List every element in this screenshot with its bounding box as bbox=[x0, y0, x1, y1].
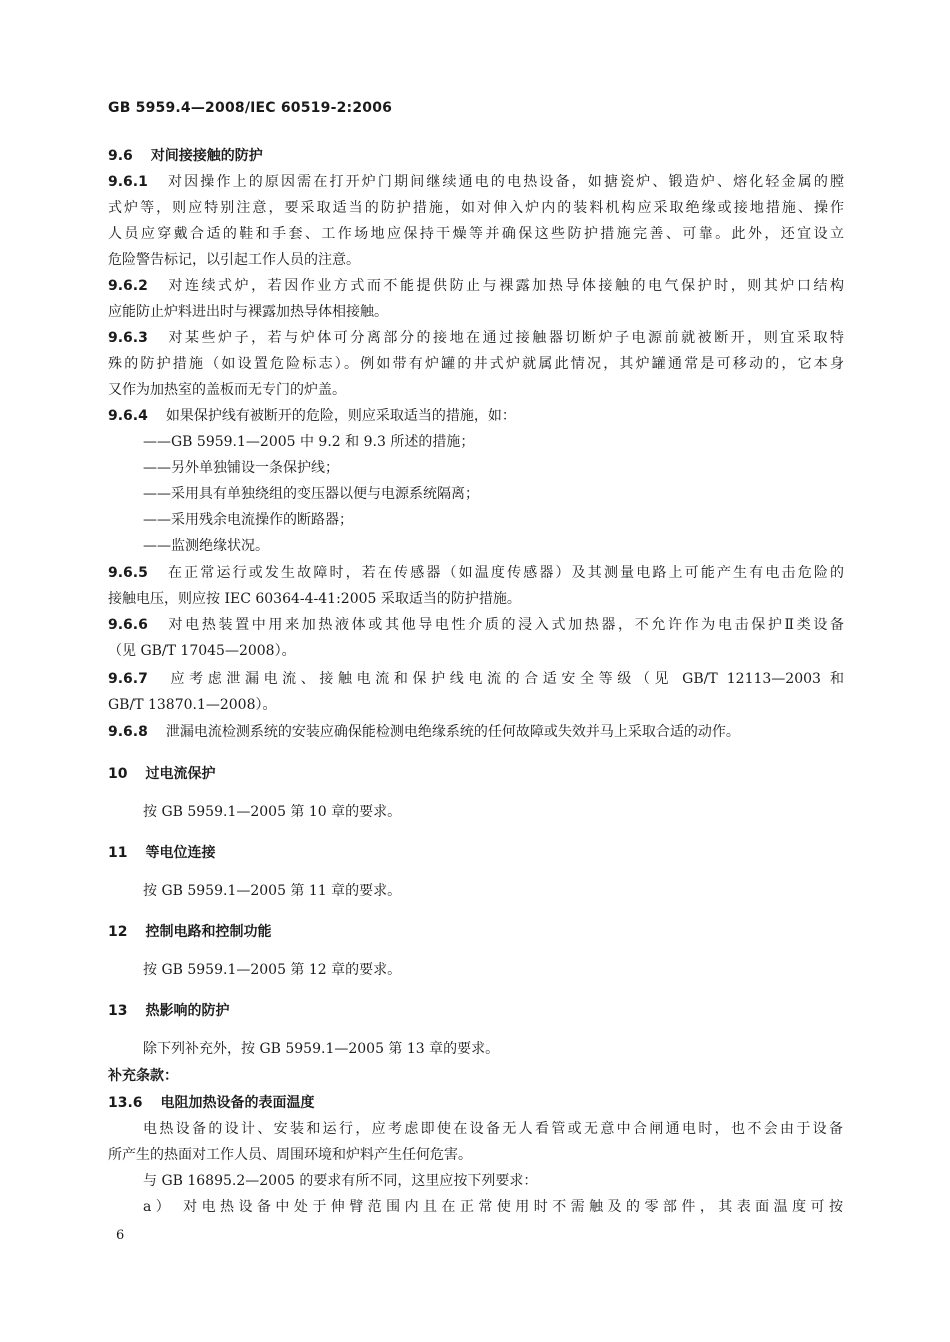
clause-9-6-2-line-1 bbox=[108, 276, 844, 296]
section-13-text: 除下列补充外，按 GB 5959.1—2005 第 13 章的要求。 bbox=[143, 1041, 500, 1057]
clause-9-6-8-line-1 bbox=[108, 722, 844, 742]
clause-9-6-1-line-3: 人员应穿戴合适的鞋和手套、工作场地应保持干燥等并确保这些防护措施完善、可靠。此外，还宜设立 bbox=[108, 226, 844, 242]
clause-number: 9.6.8 bbox=[108, 724, 148, 740]
clause-9-6-7-line-1 bbox=[108, 669, 844, 689]
clause-9-6-7-line-2: GB/T 13870.1—2008）。 bbox=[108, 697, 277, 713]
section-12-text: 按 GB 5959.1—2005 第 12 章的要求。 bbox=[143, 962, 402, 978]
clause-number: 9.6.1 bbox=[108, 174, 148, 190]
clause-9-6-1-line-1 bbox=[108, 172, 844, 192]
clause-number: 9.6.2 bbox=[108, 278, 148, 294]
section-10-text: 按 GB 5959.1—2005 第 10 章的要求。 bbox=[143, 804, 402, 820]
clause-number: 9.6.6 bbox=[108, 617, 148, 633]
section-heading-12 bbox=[108, 922, 844, 942]
clause-number: 9.6.3 bbox=[108, 330, 148, 346]
list-item: ——监测绝缘状况。 bbox=[143, 538, 269, 554]
clause-text: 泄漏电流检测系统的安装应确保能检测电绝缘系统的任何故障或失效并马上采取合适的动作。 bbox=[165, 724, 740, 740]
page-number: 6 bbox=[116, 1228, 125, 1243]
clause-9-6-4-lead bbox=[108, 406, 844, 426]
clause-number: 9.6.7 bbox=[108, 671, 148, 687]
section-11-text: 按 GB 5959.1—2005 第 11 章的要求。 bbox=[143, 883, 402, 899]
section-heading-13-6 bbox=[108, 1093, 844, 1113]
clause-text: 对某些炉子，若与炉体可分离部分的接地在通过接触器切断炉子电源前就被断开，则宜采取特 bbox=[165, 330, 844, 346]
section-heading-9-6 bbox=[108, 146, 844, 166]
list-item: ——另外单独铺设一条保护线； bbox=[143, 460, 339, 476]
section-title: 电阻加热设备的表面温度 bbox=[160, 1095, 315, 1111]
clause-9-6-6-line-1 bbox=[108, 615, 844, 635]
section-number: 12 bbox=[108, 924, 128, 940]
clause-number: 9.6.5 bbox=[108, 565, 148, 581]
section-heading-13 bbox=[108, 1001, 844, 1021]
page-header-standard-number: GB 5959.4—2008/IEC 60519-2:2006 bbox=[108, 100, 393, 116]
clause-text: 应考虑泄漏电流、接触电流和保护线电流的合适安全等级（见 GB/T 12113—2003 和 bbox=[165, 671, 844, 687]
section-title: 过电流保护 bbox=[145, 766, 216, 782]
clause-9-6-3-line-3: 又作为加热室的盖板而无专门的炉盖。 bbox=[108, 382, 346, 398]
clause-9-6-6-line-2: （见 GB/T 17045—2008）。 bbox=[108, 643, 296, 659]
clause-text: 对电热装置中用来加热液体或其他导电性介质的浸入式加热器，不允许作为电击保护Ⅱ类设备 bbox=[165, 617, 844, 633]
supplement-label: 补充条款： bbox=[108, 1068, 178, 1084]
section-number: 9.6 bbox=[108, 148, 133, 164]
section-heading-10 bbox=[108, 764, 844, 784]
section-title: 对间接接触的防护 bbox=[150, 148, 263, 164]
section-number: 11 bbox=[108, 845, 128, 861]
clause-13-6-item-a: a） 对电热设备中处于伸臂范围内且在正常使用时不需触及的零部件，其表面温度可按 bbox=[143, 1199, 843, 1215]
clause-number: 9.6.4 bbox=[108, 408, 148, 424]
clause-text: 对连续式炉，若因作业方式而不能提供防止与裸露加热导体接触的电气保护时，则其炉口结构 bbox=[165, 278, 844, 294]
clause-9-6-1-line-2: 式炉等，则应特别注意，要采取适当的防护措施，如对伸入炉内的装料机构应采取绝缘或接地措施、操作 bbox=[108, 200, 844, 216]
clause-9-6-5-line-1 bbox=[108, 563, 844, 583]
section-number: 13 bbox=[108, 1003, 128, 1019]
clause-9-6-5-line-2: 接触电压，则应按 IEC 60364-4-41:2005 采取适当的防护措施。 bbox=[108, 591, 521, 607]
list-item: ——GB 5959.1—2005 中 9.2 和 9.3 所述的措施； bbox=[143, 434, 475, 450]
clause-13-6-line-1: 电热设备的设计、安装和运行，应考虑即使在设备无人看管或无意中合闸通电时，也不会由于设备 bbox=[143, 1121, 843, 1137]
clause-text: 在正常运行或发生故障时，若在传感器（如温度传感器）及其测量电路上可能产生有电击危险的 bbox=[165, 565, 844, 581]
clause-9-6-2-line-2: 应能防止炉料进出时与裸露加热导体相接触。 bbox=[108, 304, 388, 320]
clause-9-6-3-line-2: 殊的防护措施（如设置危险标志）。例如带有炉罐的井式炉就属此情况，其炉罐通常是可移动的，它本身 bbox=[108, 356, 844, 372]
list-item: ——采用具有单独绕组的变压器以便与电源系统隔离； bbox=[143, 486, 479, 502]
section-number: 10 bbox=[108, 766, 128, 782]
clause-text: 对因操作上的原因需在打开炉门期间继续通电的电热设备，如搪瓷炉、锻造炉、熔化轻金属的膛 bbox=[165, 174, 844, 190]
clause-13-6-line-3: 与 GB 16895.2—2005 的要求有所不同，这里应按下列要求： bbox=[143, 1173, 538, 1189]
clause-9-6-1-line-4: 危险警告标记，以引起工作人员的注意。 bbox=[108, 252, 360, 268]
section-heading-11 bbox=[108, 843, 844, 863]
section-title: 热影响的防护 bbox=[145, 1003, 230, 1019]
clause-13-6-line-2: 所产生的热面对工作人员、周围环境和炉料产生任何危害。 bbox=[108, 1147, 472, 1163]
section-number: 13.6 bbox=[108, 1095, 143, 1111]
clause-9-6-3-line-1 bbox=[108, 328, 844, 348]
section-title: 控制电路和控制功能 bbox=[145, 924, 272, 940]
section-title: 等电位连接 bbox=[145, 845, 216, 861]
clause-text: 如果保护线有被断开的危险，则应采取适当的措施，如： bbox=[165, 408, 516, 424]
list-item: ——采用残余电流操作的断路器； bbox=[143, 512, 353, 528]
